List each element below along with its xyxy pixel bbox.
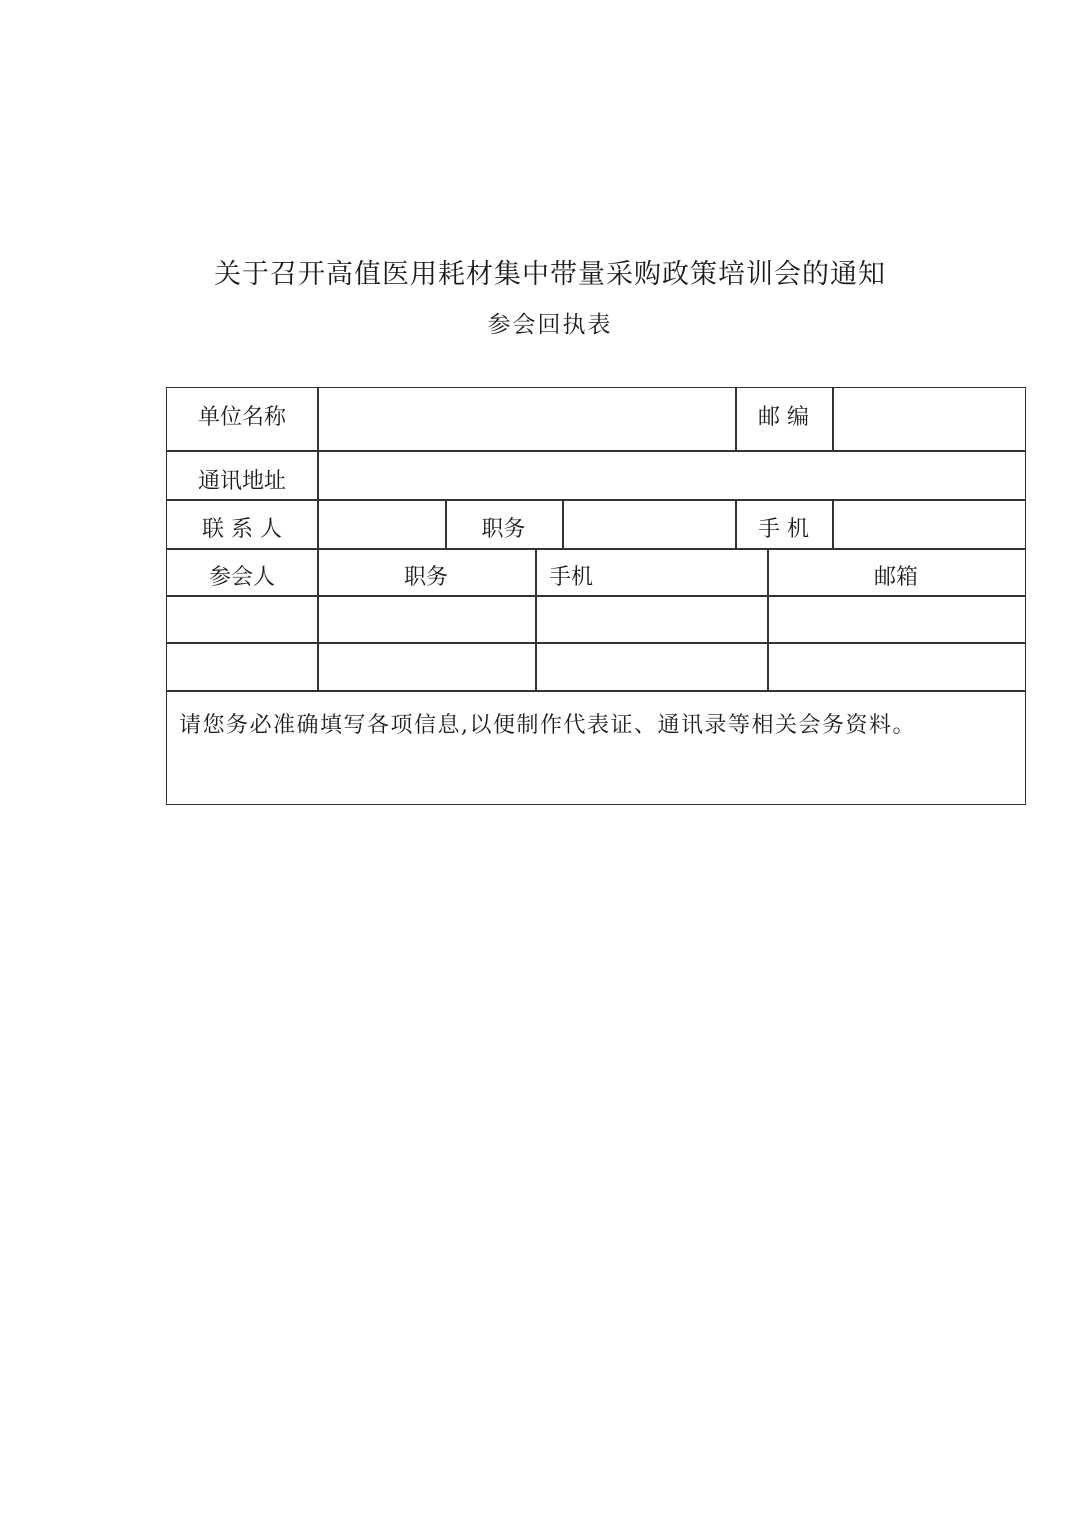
row-divider — [167, 690, 1025, 692]
attendee-1-position-field[interactable] — [319, 596, 535, 642]
contact-mobile-label: 手 机 — [758, 517, 809, 542]
attendee-email-column-header: 邮箱 — [873, 565, 918, 590]
document-title: 关于召开高值医用耗材集中带量采购政策培训会的通知 — [214, 259, 886, 290]
attendee-1-mobile-field[interactable] — [537, 596, 767, 642]
attendee-2-mobile-field[interactable] — [537, 644, 767, 690]
document-subtitle: 参会回执表 — [487, 312, 613, 338]
attendee-2-email-field[interactable] — [769, 644, 1024, 690]
contact-mobile-field[interactable] — [834, 500, 1024, 548]
attendee-position-column-header: 职务 — [403, 565, 448, 590]
contact-person-field[interactable] — [319, 500, 444, 548]
attendee-column-header: 参会人 — [208, 565, 275, 590]
contact-person-label: 联 系 人 — [202, 517, 282, 542]
unit-name-label: 单位名称 — [197, 405, 286, 430]
form-note: 请您务必准确填写各项信息,以便制作代表证、通讯录等相关会务资料。 — [179, 713, 916, 738]
attendee-mobile-column-header: 手机 — [549, 565, 594, 590]
contact-position-field[interactable] — [564, 500, 734, 548]
postcode-label: 邮 编 — [758, 405, 809, 430]
attendee-2-name-field[interactable] — [167, 644, 317, 690]
attendee-2-position-field[interactable] — [319, 644, 535, 690]
row-divider — [167, 548, 1025, 550]
contact-position-label: 职务 — [481, 517, 526, 542]
registration-form-table — [166, 387, 1026, 805]
address-field[interactable] — [319, 451, 1024, 499]
attendee-1-name-field[interactable] — [167, 596, 317, 642]
attendee-1-email-field[interactable] — [769, 596, 1024, 642]
unit-name-field[interactable] — [319, 388, 734, 450]
address-label: 通讯地址 — [197, 469, 286, 494]
postcode-field[interactable] — [834, 388, 1024, 450]
